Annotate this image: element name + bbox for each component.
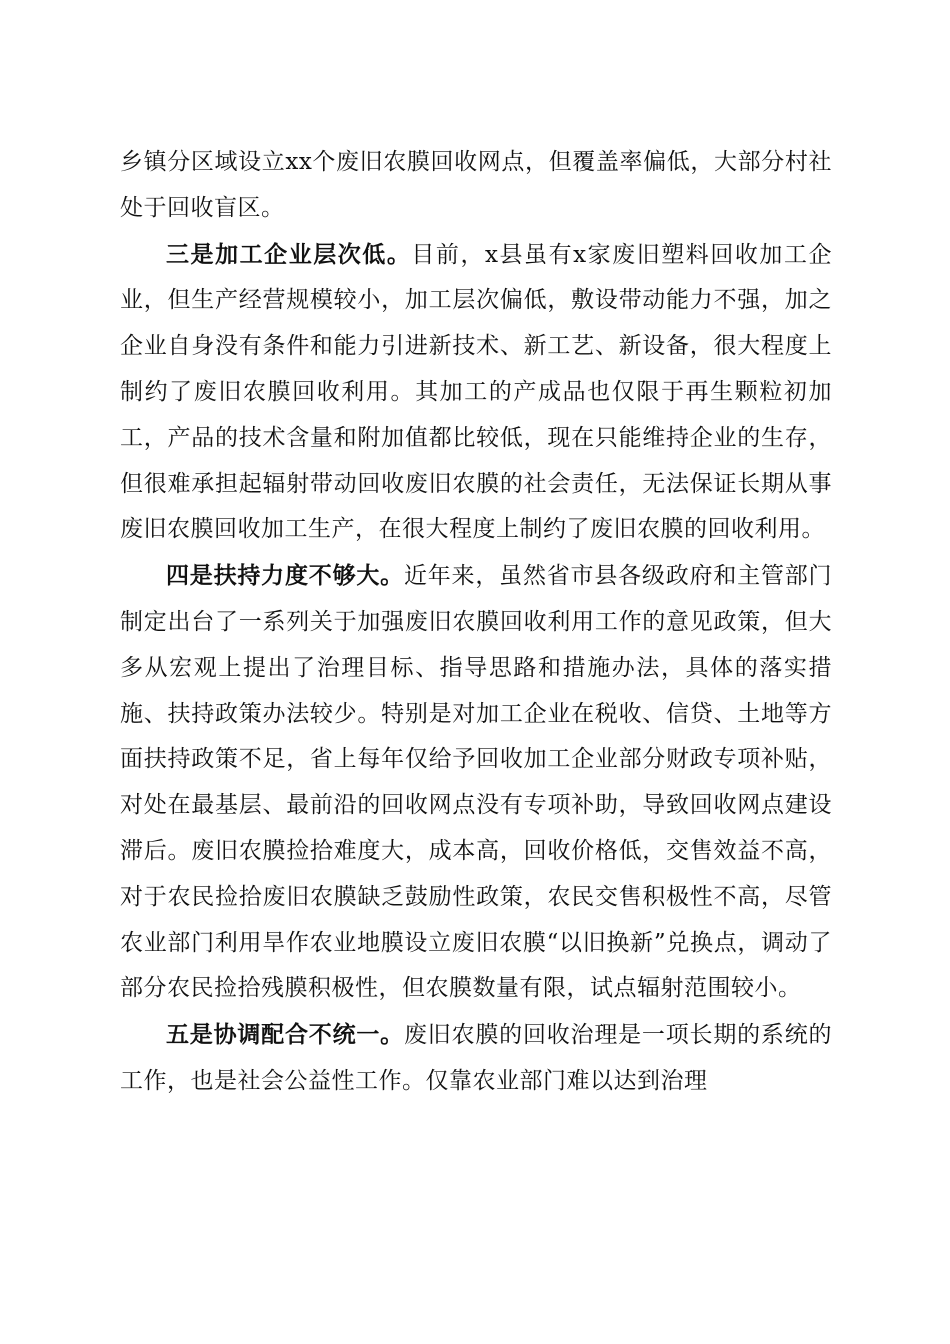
paragraph-continuation (120, 140, 832, 232)
paragraph-text: 目前，x县虽有x家废旧塑料回收加工企业，但生产经营规模较小，加工层次偏低，敷设带动能力不强，加之企业自身没有条件和能力引进新技术、新工艺、新设备，很大程度上制约了废旧农膜回收利用。其加工的产成品也仅限于再生颗粒初加工，产品的技术含量和附加值都比较低，现在只能维持企业的生存，但很难承担起辐射带动回收废旧农膜的社会责任，无法保证长期从事废旧农膜回收加工生产，在很大程度上制约了废旧农膜的回收利用。 (120, 241, 832, 543)
paragraph-three (120, 232, 832, 554)
paragraph-text: 近年来，虽然省市县各级政府和主管部门制定出台了一系列关于加强废旧农膜回收利用工作的意见政策，但大多从宏观上提出了治理目标、指导思路和措施办法，具体的落实措施、扶持政策办法较少。特别是对加工企业在税收、信贷、土地等方面扶持政策不足，省上每年仅给予回收加工企业部分财政专项补贴，对处在最基层、最前沿的回收网点没有专项补助，导致回收网点建设滞后。废旧农膜捡拾难度大，成本高，回收价格低，交售效益不高，对于农民捡拾废旧农膜缺乏鼓励性政策，农民交售积极性不高，尽管农业部门利用旱作农业地膜设立废旧农膜“以旧换新”兑换点，调动了部分农民捡拾残膜积极性，但农膜数量有限，试点辐射范围较小。 (120, 563, 833, 1002)
paragraph-four (120, 553, 832, 1012)
document-body (120, 140, 832, 1105)
paragraph-heading: 四是扶持力度不够大。 (166, 562, 404, 590)
paragraph-heading: 五是协调配合不统一。 (166, 1021, 404, 1049)
paragraph-text: 废旧农膜的回收治理是一项长期的系统的工作，也是社会公益性工作。仅靠农业部门难以达到治理 (120, 1022, 833, 1094)
paragraph-heading: 三是加工企业层次低。 (166, 240, 412, 268)
paragraph-five (120, 1012, 832, 1105)
paragraph-text: 乡镇分区域设立xx个废旧农膜回收网点，但覆盖率偏低，大部分村社处于回收盲区。 (120, 149, 832, 221)
